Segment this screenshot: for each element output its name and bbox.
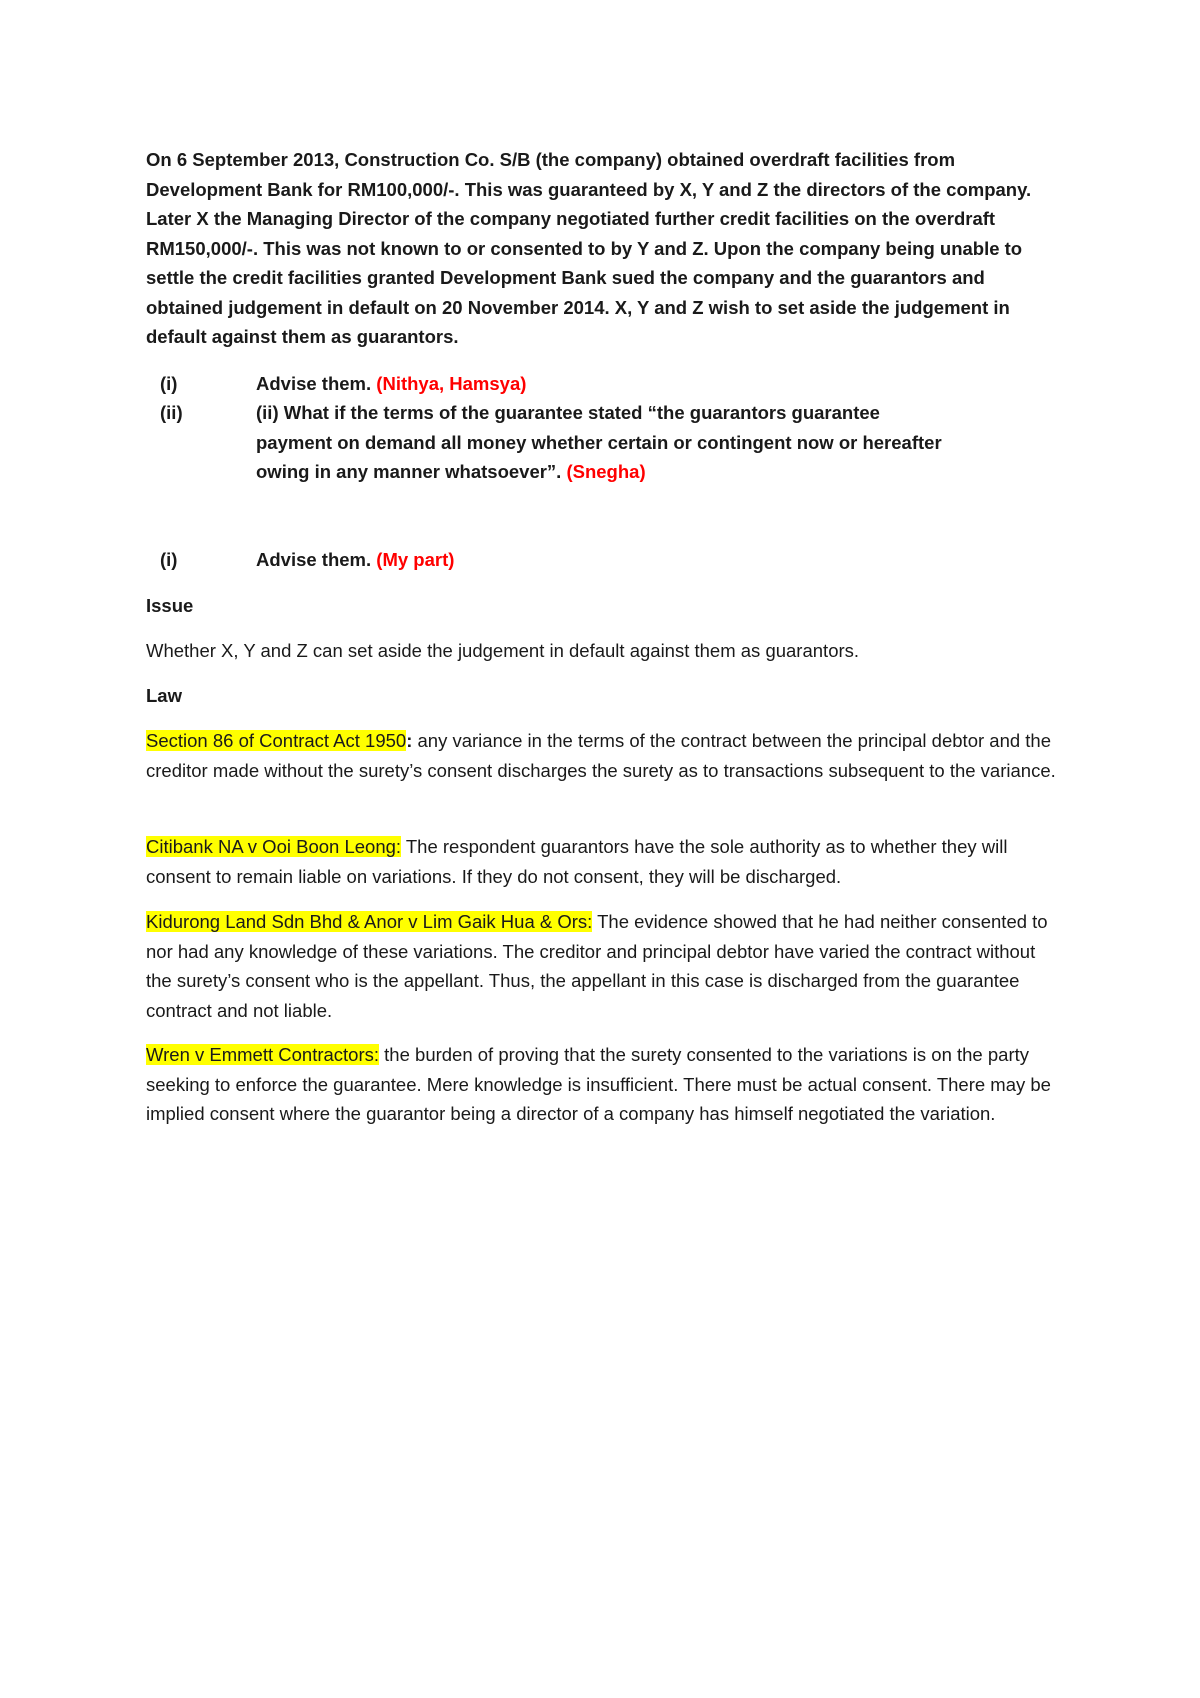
question-item-2	[146, 398, 1066, 487]
intro-paragraph: On 6 September 2013, Construction Co. S/B (the company) obtained overdraft facilities from Development Bank for RM100,000/-. This was guaranteed by X, Y and Z the directors of the company. Later X the Managing Director of the company negotiated further credit facilities on the overdraft RM150,000/-. This was not known to or consented to by Y and Z. Upon the company being unable to settle the credit facilities granted Development Bank sued the company and the guarantors and obtained judgement in default on 20 November 2014. X, Y and Z wish to set aside the judgement in default against them as guarantors.	[146, 149, 1032, 347]
law-item-kidurong	[146, 907, 1066, 1025]
my-part-text: Advise them.	[256, 549, 372, 570]
law-item-separator: :	[406, 730, 413, 751]
law-item-title: Kidurong Land Sdn Bhd & Anor v Lim Gaik Hua & Ors:	[146, 911, 593, 932]
issue-text: Whether X, Y and Z can set aside the judgement in default against them as guarantors.	[146, 640, 860, 661]
my-part-note: (My part)	[376, 549, 455, 570]
law-item-wren	[146, 1040, 1066, 1129]
issue-heading: Issue	[146, 595, 194, 616]
law-heading: Law	[146, 685, 182, 706]
question-item-1	[146, 369, 1066, 399]
law-item-title: Wren v Emmett Contractors:	[146, 1044, 380, 1065]
question-number: (i)	[160, 373, 178, 394]
law-item-text: any variance in the terms of the contract between the principal debtor and the creditor made without the surety’s consent discharges the surety as to transactions subsequent to the variance.	[146, 730, 1056, 781]
law-item-section-86	[146, 726, 1066, 785]
law-item-citibank	[146, 832, 1066, 891]
my-part-number: (i)	[160, 549, 178, 570]
question-assignee: (Nithya, Hamsya)	[376, 373, 527, 394]
law-item-title: Section 86 of Contract Act 1950	[146, 730, 407, 751]
law-item-text: The evidence showed that he had neither consented to nor had any knowledge of these variations. The creditor and principal debtor have varied the contract without the surety’s consent who is the appellant. Thus, the appellant in this case is discharged from the guarantee contract and not liable.	[146, 911, 1048, 1021]
law-item-title: Citibank NA v Ooi Boon Leong:	[146, 836, 402, 857]
question-number: (ii)	[160, 402, 183, 423]
law-item-text: the burden of proving that the surety consented to the variations is on the party seeking to enforce the guarantee. Mere knowledge is insufficient. There must be actual consent. There may be implied consent where the guarantor being a director of a company has himself negotiated the variation.	[146, 1044, 1051, 1124]
question-text: Advise them.	[256, 373, 372, 394]
question-text: (ii) What if the terms of the guarantee stated “the guarantors guarantee payment on demand all money whether certain or contingent now or hereafter owing in any manner whatsoever”.	[256, 402, 942, 482]
law-item-text: The respondent guarantors have the sole authority as to whether they will consent to remain liable on variations. If they do not consent, they will be discharged.	[146, 836, 1008, 887]
my-part-item	[146, 545, 1066, 575]
question-assignee: (Snegha)	[566, 461, 646, 482]
